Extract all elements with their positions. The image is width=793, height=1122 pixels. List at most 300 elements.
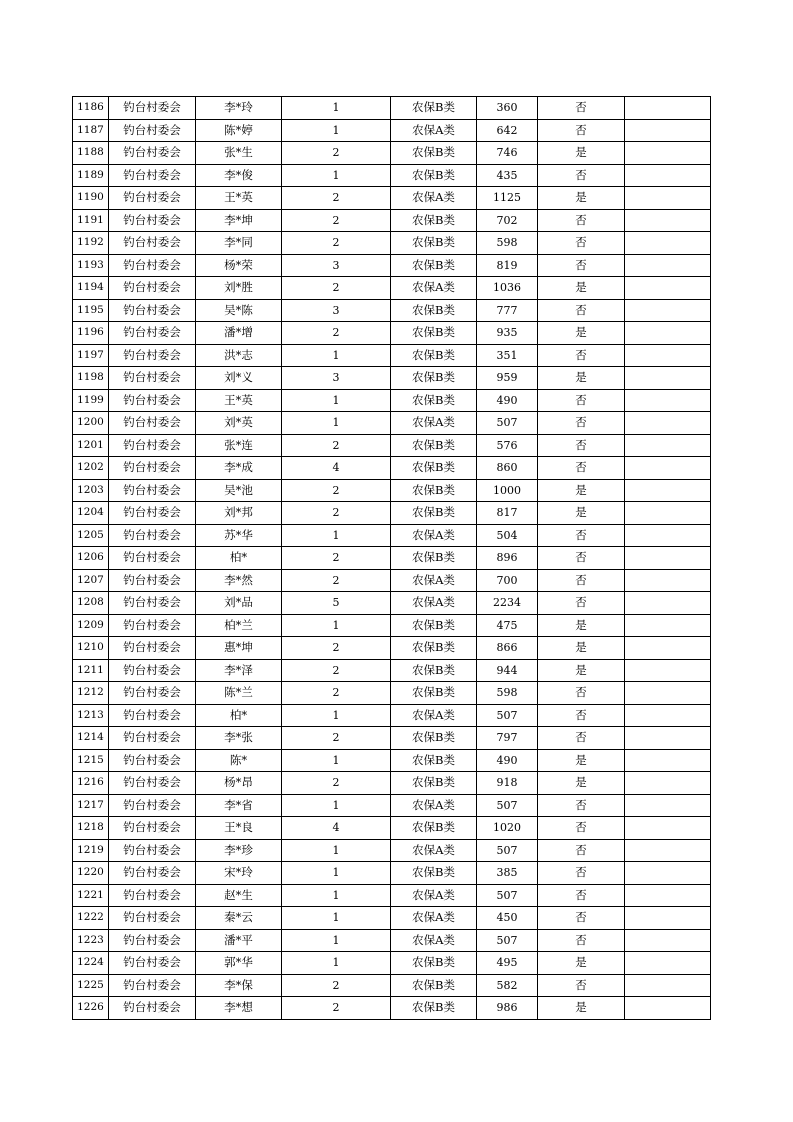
person-name-cell: 李*保 — [196, 974, 282, 997]
household-count-cell: 1 — [282, 862, 391, 885]
household-count-cell: 2 — [282, 277, 391, 300]
amount-cell: 1000 — [477, 479, 538, 502]
person-name-cell: 李*俊 — [196, 164, 282, 187]
person-name-cell: 李*坤 — [196, 209, 282, 232]
row-index-cell: 1210 — [73, 637, 109, 660]
amount-cell: 959 — [477, 367, 538, 390]
person-name-cell: 李*珍 — [196, 839, 282, 862]
yes-no-cell: 是 — [538, 322, 625, 345]
row-index-cell: 1196 — [73, 322, 109, 345]
row-index-cell: 1207 — [73, 569, 109, 592]
row-index-cell: 1216 — [73, 772, 109, 795]
village-cell: 钓台村委会 — [109, 389, 196, 412]
amount-cell: 819 — [477, 254, 538, 277]
table-row — [73, 704, 711, 727]
person-name-cell: 李*同 — [196, 232, 282, 255]
household-count-cell: 1 — [282, 839, 391, 862]
yes-no-cell: 否 — [538, 457, 625, 480]
household-count-cell: 2 — [282, 209, 391, 232]
insurance-type-cell: 农保B类 — [391, 97, 477, 120]
person-name-cell: 赵*生 — [196, 884, 282, 907]
village-cell: 钓台村委会 — [109, 727, 196, 750]
village-cell: 钓台村委会 — [109, 277, 196, 300]
note-cell — [625, 839, 711, 862]
village-cell: 钓台村委会 — [109, 659, 196, 682]
village-cell: 钓台村委会 — [109, 434, 196, 457]
yes-no-cell: 否 — [538, 547, 625, 570]
insurance-type-cell: 农保B类 — [391, 749, 477, 772]
village-cell: 钓台村委会 — [109, 164, 196, 187]
household-count-cell: 1 — [282, 884, 391, 907]
row-index-cell: 1186 — [73, 97, 109, 120]
yes-no-cell: 否 — [538, 727, 625, 750]
note-cell — [625, 119, 711, 142]
row-index-cell: 1212 — [73, 682, 109, 705]
insurance-type-cell: 农保B类 — [391, 367, 477, 390]
note-cell — [625, 164, 711, 187]
insurance-type-cell: 农保B类 — [391, 457, 477, 480]
table-row — [73, 119, 711, 142]
insurance-type-cell: 农保B类 — [391, 232, 477, 255]
person-name-cell: 陈*兰 — [196, 682, 282, 705]
note-cell — [625, 884, 711, 907]
row-index-cell: 1224 — [73, 952, 109, 975]
table-row — [73, 457, 711, 480]
person-name-cell: 李*省 — [196, 794, 282, 817]
person-name-cell: 刘*邦 — [196, 502, 282, 525]
row-index-cell: 1225 — [73, 974, 109, 997]
note-cell — [625, 614, 711, 637]
table-row — [73, 794, 711, 817]
person-name-cell: 王*英 — [196, 187, 282, 210]
table-row — [73, 884, 711, 907]
person-name-cell: 王*英 — [196, 389, 282, 412]
person-name-cell: 潘*增 — [196, 322, 282, 345]
amount-cell: 918 — [477, 772, 538, 795]
table-row — [73, 637, 711, 660]
person-name-cell: 刘*胜 — [196, 277, 282, 300]
insurance-type-cell: 农保A类 — [391, 794, 477, 817]
note-cell — [625, 727, 711, 750]
row-index-cell: 1201 — [73, 434, 109, 457]
amount-cell: 507 — [477, 704, 538, 727]
note-cell — [625, 457, 711, 480]
insurance-type-cell: 农保B类 — [391, 389, 477, 412]
table-row — [73, 187, 711, 210]
row-index-cell: 1205 — [73, 524, 109, 547]
yes-no-cell: 是 — [538, 637, 625, 660]
person-name-cell: 张*连 — [196, 434, 282, 457]
table-body — [73, 97, 711, 1020]
person-name-cell: 苏*华 — [196, 524, 282, 547]
row-index-cell: 1221 — [73, 884, 109, 907]
amount-cell: 642 — [477, 119, 538, 142]
household-count-cell: 2 — [282, 772, 391, 795]
table-row — [73, 592, 711, 615]
household-count-cell: 3 — [282, 299, 391, 322]
village-cell: 钓台村委会 — [109, 592, 196, 615]
amount-cell: 582 — [477, 974, 538, 997]
village-cell: 钓台村委会 — [109, 817, 196, 840]
table-row — [73, 907, 711, 930]
table-row — [73, 524, 711, 547]
person-name-cell: 杨*昂 — [196, 772, 282, 795]
yes-no-cell: 否 — [538, 209, 625, 232]
insurance-type-cell: 农保A类 — [391, 592, 477, 615]
amount-cell: 777 — [477, 299, 538, 322]
village-cell: 钓台村委会 — [109, 637, 196, 660]
insurance-type-cell: 农保B类 — [391, 682, 477, 705]
note-cell — [625, 97, 711, 120]
insurance-type-cell: 农保B类 — [391, 997, 477, 1020]
note-cell — [625, 637, 711, 660]
village-cell: 钓台村委会 — [109, 749, 196, 772]
amount-cell: 702 — [477, 209, 538, 232]
note-cell — [625, 817, 711, 840]
insurance-type-cell: 农保B类 — [391, 479, 477, 502]
row-index-cell: 1195 — [73, 299, 109, 322]
row-index-cell: 1200 — [73, 412, 109, 435]
note-cell — [625, 659, 711, 682]
amount-cell: 896 — [477, 547, 538, 570]
yes-no-cell: 否 — [538, 704, 625, 727]
village-cell: 钓台村委会 — [109, 907, 196, 930]
village-cell: 钓台村委会 — [109, 884, 196, 907]
person-name-cell: 王*良 — [196, 817, 282, 840]
note-cell — [625, 322, 711, 345]
yes-no-cell: 否 — [538, 389, 625, 412]
village-cell: 钓台村委会 — [109, 209, 196, 232]
amount-cell: 507 — [477, 412, 538, 435]
note-cell — [625, 862, 711, 885]
row-index-cell: 1223 — [73, 929, 109, 952]
household-count-cell: 2 — [282, 974, 391, 997]
table-row — [73, 839, 711, 862]
insurance-type-cell: 农保B类 — [391, 299, 477, 322]
table-row — [73, 997, 711, 1020]
yes-no-cell: 否 — [538, 344, 625, 367]
insurance-type-cell: 农保B类 — [391, 637, 477, 660]
person-name-cell: 刘*义 — [196, 367, 282, 390]
row-index-cell: 1206 — [73, 547, 109, 570]
amount-cell: 507 — [477, 884, 538, 907]
yes-no-cell: 否 — [538, 682, 625, 705]
village-cell: 钓台村委会 — [109, 614, 196, 637]
amount-cell: 490 — [477, 389, 538, 412]
household-count-cell: 1 — [282, 704, 391, 727]
insurance-type-cell: 农保B类 — [391, 344, 477, 367]
household-count-cell: 1 — [282, 524, 391, 547]
village-cell: 钓台村委会 — [109, 772, 196, 795]
table-row — [73, 502, 711, 525]
table-row — [73, 254, 711, 277]
insurance-type-cell: 农保B类 — [391, 952, 477, 975]
village-cell: 钓台村委会 — [109, 704, 196, 727]
household-count-cell: 3 — [282, 367, 391, 390]
person-name-cell: 柏* — [196, 547, 282, 570]
person-name-cell: 吴*池 — [196, 479, 282, 502]
household-count-cell: 2 — [282, 502, 391, 525]
yes-no-cell: 否 — [538, 592, 625, 615]
household-count-cell: 1 — [282, 344, 391, 367]
table-row — [73, 389, 711, 412]
note-cell — [625, 704, 711, 727]
insurance-type-cell: 农保A类 — [391, 119, 477, 142]
table-row — [73, 974, 711, 997]
note-cell — [625, 682, 711, 705]
row-index-cell: 1190 — [73, 187, 109, 210]
table-row — [73, 952, 711, 975]
insurance-type-cell: 农保A类 — [391, 907, 477, 930]
yes-no-cell: 是 — [538, 277, 625, 300]
table-row — [73, 344, 711, 367]
village-cell: 钓台村委会 — [109, 479, 196, 502]
insurance-type-cell: 农保A类 — [391, 839, 477, 862]
person-name-cell: 郭*华 — [196, 952, 282, 975]
table-row — [73, 569, 711, 592]
row-index-cell: 1218 — [73, 817, 109, 840]
amount-cell: 435 — [477, 164, 538, 187]
row-index-cell: 1222 — [73, 907, 109, 930]
insurance-type-cell: 农保A类 — [391, 704, 477, 727]
village-cell: 钓台村委会 — [109, 367, 196, 390]
household-count-cell: 4 — [282, 457, 391, 480]
note-cell — [625, 524, 711, 547]
village-cell: 钓台村委会 — [109, 299, 196, 322]
amount-cell: 495 — [477, 952, 538, 975]
note-cell — [625, 142, 711, 165]
insurance-type-cell: 农保B类 — [391, 502, 477, 525]
yes-no-cell: 否 — [538, 929, 625, 952]
yes-no-cell: 否 — [538, 232, 625, 255]
person-name-cell: 刘*英 — [196, 412, 282, 435]
household-count-cell: 2 — [282, 479, 391, 502]
village-cell: 钓台村委会 — [109, 254, 196, 277]
yes-no-cell: 否 — [538, 884, 625, 907]
village-cell: 钓台村委会 — [109, 682, 196, 705]
row-index-cell: 1214 — [73, 727, 109, 750]
amount-cell: 1036 — [477, 277, 538, 300]
note-cell — [625, 479, 711, 502]
village-cell: 钓台村委会 — [109, 344, 196, 367]
table-row — [73, 299, 711, 322]
yes-no-cell: 是 — [538, 367, 625, 390]
amount-cell: 746 — [477, 142, 538, 165]
note-cell — [625, 209, 711, 232]
note-cell — [625, 344, 711, 367]
row-index-cell: 1192 — [73, 232, 109, 255]
person-name-cell: 陈*婷 — [196, 119, 282, 142]
person-name-cell: 宋*玲 — [196, 862, 282, 885]
table-row — [73, 727, 711, 750]
note-cell — [625, 592, 711, 615]
person-name-cell: 刘*品 — [196, 592, 282, 615]
table-row — [73, 97, 711, 120]
yes-no-cell: 否 — [538, 254, 625, 277]
insurance-type-cell: 农保B类 — [391, 659, 477, 682]
note-cell — [625, 929, 711, 952]
household-count-cell: 1 — [282, 164, 391, 187]
household-count-cell: 2 — [282, 659, 391, 682]
insurance-type-cell: 农保B类 — [391, 817, 477, 840]
yes-no-cell: 是 — [538, 187, 625, 210]
row-index-cell: 1191 — [73, 209, 109, 232]
table-row — [73, 862, 711, 885]
yes-no-cell: 是 — [538, 997, 625, 1020]
note-cell — [625, 772, 711, 795]
note-cell — [625, 254, 711, 277]
person-name-cell: 李*成 — [196, 457, 282, 480]
row-index-cell: 1209 — [73, 614, 109, 637]
yes-no-cell: 否 — [538, 817, 625, 840]
row-index-cell: 1199 — [73, 389, 109, 412]
yes-no-cell: 是 — [538, 952, 625, 975]
insurance-type-cell: 农保B类 — [391, 209, 477, 232]
yes-no-cell: 否 — [538, 794, 625, 817]
row-index-cell: 1188 — [73, 142, 109, 165]
amount-cell: 866 — [477, 637, 538, 660]
note-cell — [625, 187, 711, 210]
amount-cell: 490 — [477, 749, 538, 772]
amount-cell: 360 — [477, 97, 538, 120]
village-cell: 钓台村委会 — [109, 322, 196, 345]
note-cell — [625, 502, 711, 525]
village-cell: 钓台村委会 — [109, 952, 196, 975]
amount-cell: 817 — [477, 502, 538, 525]
household-count-cell: 1 — [282, 412, 391, 435]
village-cell: 钓台村委会 — [109, 119, 196, 142]
household-count-cell: 4 — [282, 817, 391, 840]
note-cell — [625, 952, 711, 975]
yes-no-cell: 否 — [538, 839, 625, 862]
table-row — [73, 749, 711, 772]
insurance-type-cell: 农保B类 — [391, 142, 477, 165]
village-cell: 钓台村委会 — [109, 547, 196, 570]
table-row — [73, 209, 711, 232]
table-row — [73, 142, 711, 165]
household-count-cell: 2 — [282, 727, 391, 750]
amount-cell: 504 — [477, 524, 538, 547]
village-cell: 钓台村委会 — [109, 794, 196, 817]
village-cell: 钓台村委会 — [109, 97, 196, 120]
insurance-type-cell: 农保B类 — [391, 772, 477, 795]
table-row — [73, 547, 711, 570]
household-count-cell: 2 — [282, 547, 391, 570]
household-count-cell: 2 — [282, 434, 391, 457]
insurance-type-cell: 农保A类 — [391, 412, 477, 435]
amount-cell: 860 — [477, 457, 538, 480]
yes-no-cell: 否 — [538, 97, 625, 120]
amount-cell: 2234 — [477, 592, 538, 615]
person-name-cell: 李*然 — [196, 569, 282, 592]
household-count-cell: 2 — [282, 232, 391, 255]
household-count-cell: 2 — [282, 142, 391, 165]
yes-no-cell: 否 — [538, 299, 625, 322]
yes-no-cell: 是 — [538, 614, 625, 637]
village-cell: 钓台村委会 — [109, 839, 196, 862]
row-index-cell: 1220 — [73, 862, 109, 885]
note-cell — [625, 367, 711, 390]
row-index-cell: 1215 — [73, 749, 109, 772]
table-row — [73, 277, 711, 300]
yes-no-cell: 否 — [538, 862, 625, 885]
amount-cell: 385 — [477, 862, 538, 885]
amount-cell: 986 — [477, 997, 538, 1020]
row-index-cell: 1219 — [73, 839, 109, 862]
table-row — [73, 772, 711, 795]
row-index-cell: 1197 — [73, 344, 109, 367]
household-count-cell: 2 — [282, 682, 391, 705]
village-cell: 钓台村委会 — [109, 974, 196, 997]
amount-cell: 797 — [477, 727, 538, 750]
yes-no-cell: 是 — [538, 142, 625, 165]
amount-cell: 450 — [477, 907, 538, 930]
household-count-cell: 1 — [282, 952, 391, 975]
person-name-cell: 秦*云 — [196, 907, 282, 930]
household-count-cell: 2 — [282, 637, 391, 660]
note-cell — [625, 232, 711, 255]
village-cell: 钓台村委会 — [109, 142, 196, 165]
insurance-type-cell: 农保B类 — [391, 614, 477, 637]
amount-cell: 935 — [477, 322, 538, 345]
benefit-table — [72, 96, 711, 1020]
row-index-cell: 1211 — [73, 659, 109, 682]
yes-no-cell: 否 — [538, 907, 625, 930]
person-name-cell: 张*生 — [196, 142, 282, 165]
amount-cell: 507 — [477, 839, 538, 862]
insurance-type-cell: 农保B类 — [391, 547, 477, 570]
village-cell: 钓台村委会 — [109, 412, 196, 435]
row-index-cell: 1208 — [73, 592, 109, 615]
village-cell: 钓台村委会 — [109, 457, 196, 480]
insurance-type-cell: 农保A类 — [391, 929, 477, 952]
row-index-cell: 1198 — [73, 367, 109, 390]
table-row — [73, 322, 711, 345]
village-cell: 钓台村委会 — [109, 569, 196, 592]
yes-no-cell: 是 — [538, 749, 625, 772]
table-row — [73, 682, 711, 705]
note-cell — [625, 907, 711, 930]
person-name-cell: 陈* — [196, 749, 282, 772]
table-row — [73, 412, 711, 435]
yes-no-cell: 是 — [538, 502, 625, 525]
table-row — [73, 659, 711, 682]
amount-cell: 598 — [477, 232, 538, 255]
person-name-cell: 李*玲 — [196, 97, 282, 120]
table-row — [73, 164, 711, 187]
row-index-cell: 1213 — [73, 704, 109, 727]
household-count-cell: 1 — [282, 97, 391, 120]
note-cell — [625, 389, 711, 412]
household-count-cell: 1 — [282, 614, 391, 637]
row-index-cell: 1193 — [73, 254, 109, 277]
note-cell — [625, 794, 711, 817]
amount-cell: 507 — [477, 794, 538, 817]
yes-no-cell: 是 — [538, 479, 625, 502]
yes-no-cell: 否 — [538, 434, 625, 457]
insurance-type-cell: 农保B类 — [391, 322, 477, 345]
person-name-cell: 吴*陈 — [196, 299, 282, 322]
person-name-cell: 李*张 — [196, 727, 282, 750]
note-cell — [625, 412, 711, 435]
insurance-type-cell: 农保B类 — [391, 862, 477, 885]
household-count-cell: 2 — [282, 997, 391, 1020]
row-index-cell: 1226 — [73, 997, 109, 1020]
person-name-cell: 李*泽 — [196, 659, 282, 682]
village-cell: 钓台村委会 — [109, 929, 196, 952]
amount-cell: 1020 — [477, 817, 538, 840]
table-row — [73, 232, 711, 255]
